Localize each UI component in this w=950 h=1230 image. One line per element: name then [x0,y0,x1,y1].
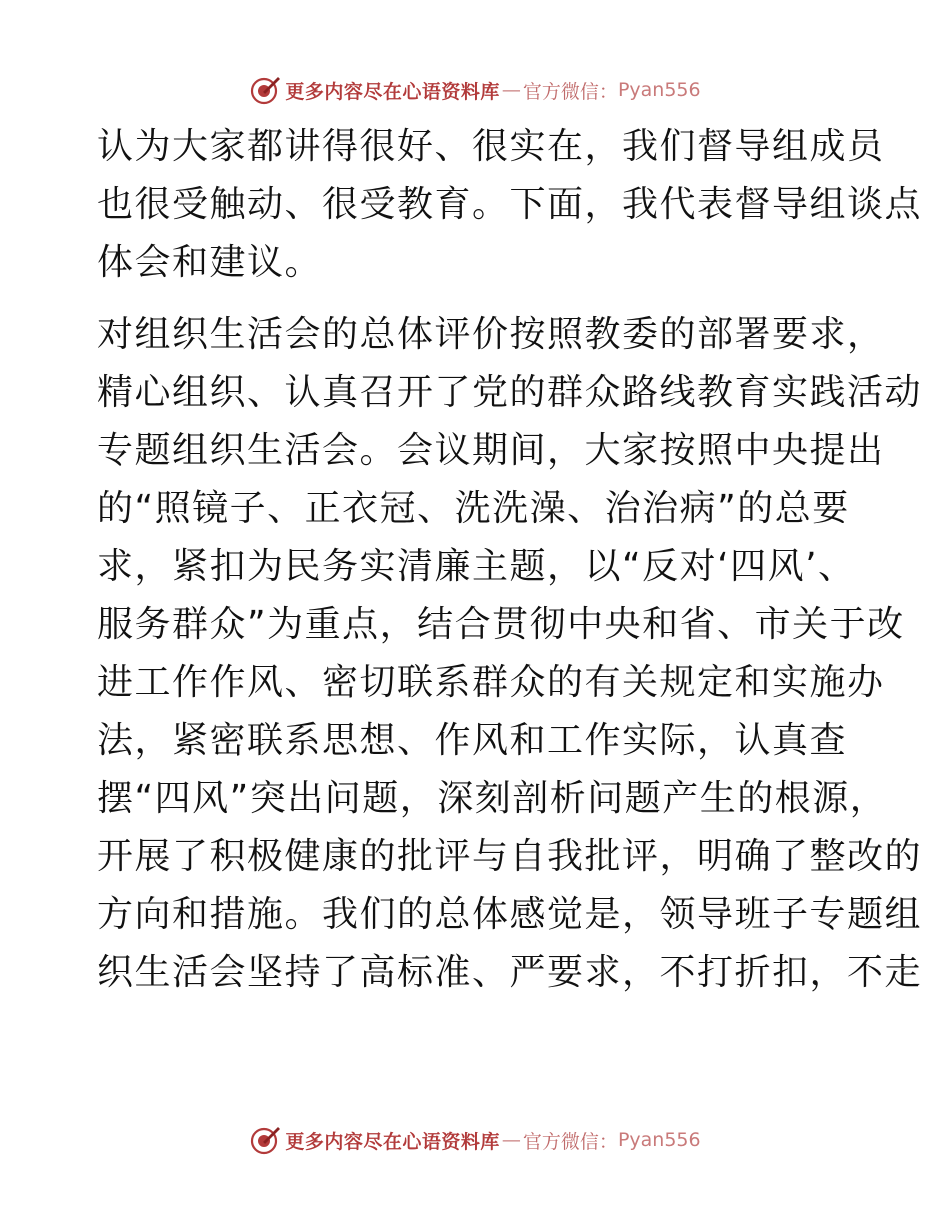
text-line: 服务群众”为重点，结合贯彻中央和省、市关于改 [97,604,905,645]
paragraph-2 [97,306,923,1002]
header-watermark [0,70,950,110]
text-line: 体会和建议。 [97,242,323,283]
pen-logo-icon [249,1124,281,1156]
footer-watermark [0,1120,950,1160]
text-line: 进工作作风、密切联系群众的有关规定和实施办 [97,662,885,703]
watermark-main-text: 更多内容尽在心语资料库 [285,80,500,103]
text-line: 摆“四风”突出问题，深刻剖析问题产生的根源， [97,778,888,819]
watermark-dash: — [501,1129,521,1151]
document-body [97,118,923,1002]
watermark-sub-text: 官方微信： [522,80,618,103]
pen-logo-icon [249,74,281,106]
text-line: 认为大家都讲得很好、很实在，我们督导组成员 [97,126,885,167]
text-line: 方向和措施。我们的总体感觉是，领导班子专题组 [97,894,923,935]
text-line: 求，紧扣为民务实清廉主题，以“反对‘四风’、 [97,546,856,587]
text-line: 精心组织、认真召开了党的群众路线教育实践活动 [97,372,923,413]
watermark-wechat-id: Pyan556 [617,79,701,101]
text-line: 也很受触动、很受教育。下面，我代表督导组谈点 [97,184,923,225]
watermark-main-text: 更多内容尽在心语资料库 [285,1130,500,1153]
watermark-wechat-id: Pyan556 [617,1129,701,1151]
paragraph-1 [97,118,923,292]
text-line: 的“照镜子、正衣冠、洗洗澡、治治病”的总要 [97,488,850,529]
text-line: 专题组织生活会。会议期间，大家按照中央提出 [97,430,885,471]
text-line: 开展了积极健康的批评与自我批评，明确了整改的 [97,836,923,877]
text-line: 织生活会坚持了高标准、严要求，不打折扣，不走 [97,952,923,993]
watermark-dash: — [501,79,521,101]
text-line: 对组织生活会的总体评价按照教委的部署要求， [97,314,885,355]
watermark-sub-text: 官方微信： [522,1130,618,1153]
text-line: 法，紧密联系思想、作风和工作实际，认真查 [97,720,848,761]
